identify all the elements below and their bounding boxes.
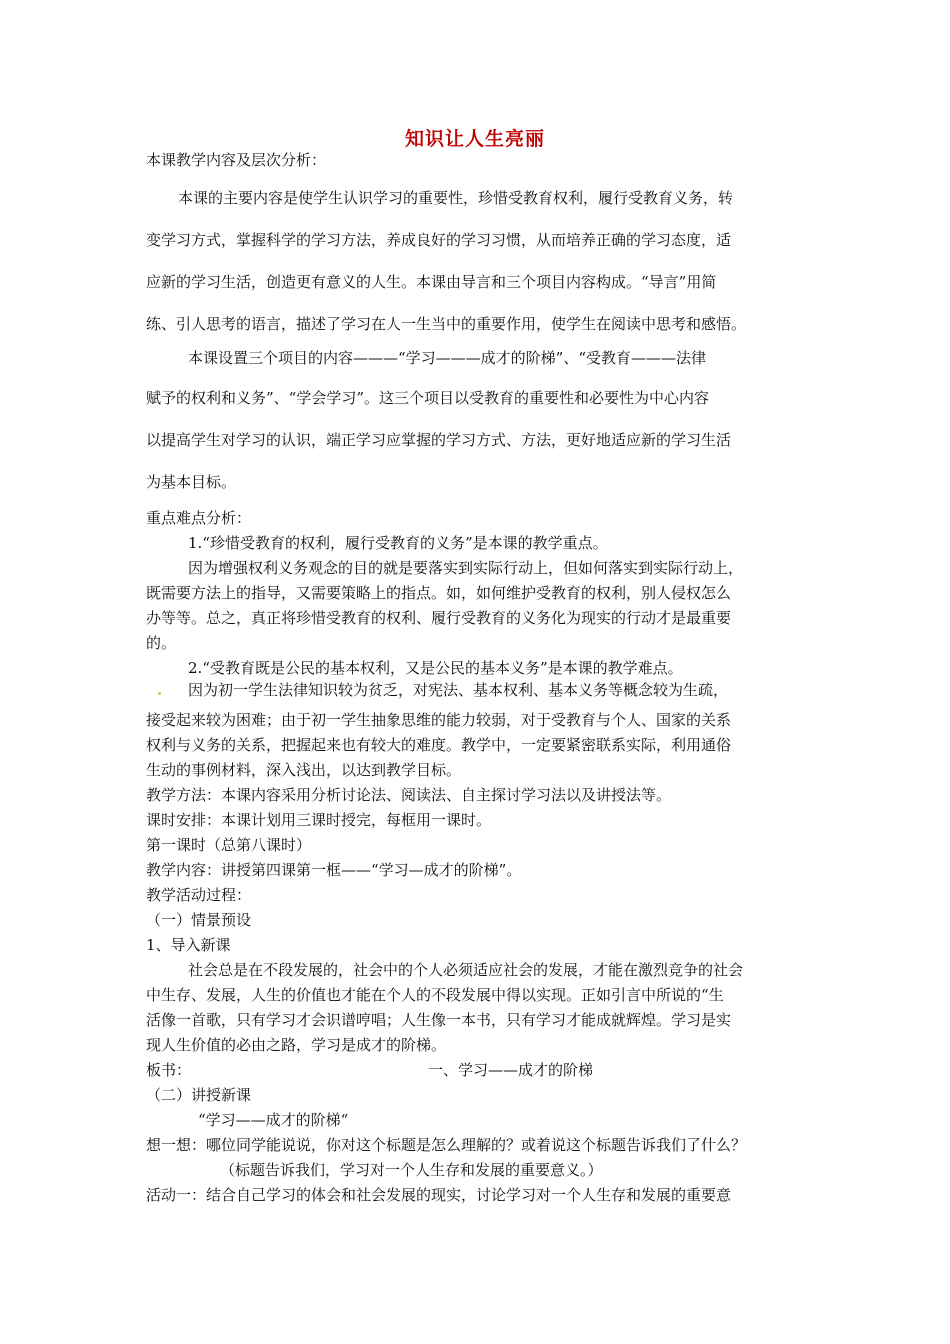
paragraph-line: 中生存、发展，人生的价值也才能在个人的不段发展中得以实现。正如引言中所说的“生 <box>146 986 724 1004</box>
key-point: 1.“珍惜受教育的权利，履行受教育的义务”是本课的教学重点。 <box>188 534 608 552</box>
paragraph-line: 赋予的权利和义务”、“学会学习”。这三个项目以受教育的重要性和必要性为中心内容 <box>146 389 710 407</box>
board-text: 一、学习——成才的阶梯 <box>428 1061 594 1079</box>
section-heading: 重点难点分析： <box>146 509 252 527</box>
step-subheading: 1、导入新课 <box>146 936 231 954</box>
paragraph-line: 因为初一学生法律知识较为贫乏，对宪法、基本权利、基本义务等概念较为生疏， <box>188 681 729 699</box>
paragraph-line: 社会总是在不段发展的，社会中的个人必须适应社会的发展，才能在激烈竞争的社会 <box>188 961 744 979</box>
paragraph-line: 活像一首歌，只有学习才会识谱哼唱；人生像一本书，只有学习才能成就辉煌。学习是实 <box>146 1011 732 1029</box>
paragraph-line: 应新的学习生活，创造更有意义的人生。本课由导言和三个项目内容构成。“导言”用简 <box>146 273 717 291</box>
step-heading: （一）情景预设 <box>146 911 252 929</box>
board-label: 板书： <box>146 1061 192 1079</box>
paragraph-line: 以提高学生对学习的认识，端正学习应掌握的学习方式、方法，更好地适应新的学习生活 <box>146 431 732 449</box>
think-question: 想一想：哪位同学能说说，你对这个标题是怎么理解的？或着说这个标题告诉我们了什么？ <box>146 1136 747 1154</box>
subtitle-quote: “学习——成才的阶梯“ <box>198 1111 349 1129</box>
activity-line: 活动一：结合自己学习的体会和社会发展的现实，讨论学习对一个人生存和发展的重要意 <box>146 1186 732 1204</box>
paragraph-line: 的。 <box>146 634 177 652</box>
paragraph-line: 因为增强权利义务观念的目的就是要落实到实际行动上，但如何落实到实际行动上， <box>188 559 744 577</box>
paragraph-line: 变学习方式，掌握科学的学习方法，养成良好的学习习惯，从而培养正确的学习态度，适 <box>146 231 732 249</box>
method-line: 教学方法：本课内容采用分析讨论法、阅读法、自主探讨学习法以及讲授法等。 <box>146 786 672 804</box>
section-heading: 本课教学内容及层次分析： <box>146 151 327 169</box>
paragraph-line: 生动的事例材料，深入浅出，以达到教学目标。 <box>146 761 462 779</box>
paragraph-line: 权利与义务的关系，把握起来也有较大的难度。教学中，一定要紧密联系实际，利用通俗 <box>146 736 732 754</box>
paragraph-line: 本课设置三个项目的内容———“学习———成才的阶梯”、“受教育———法律 <box>188 349 707 367</box>
paragraph-line: 既需要方法上的指导，又需要策略上的指点。如，如何维护受教育的权利，别人侵权怎么 <box>146 584 732 602</box>
lesson-heading: 第一课时（总第八课时） <box>146 836 312 854</box>
process-heading: 教学活动过程： <box>146 886 252 904</box>
paragraph-line: 接受起来较为困难；由于初一学生抽象思维的能力较弱，对于受教育与个人、国家的关系 <box>146 711 732 729</box>
content-line: 教学内容：讲授第四课第一框——“学习—成才的阶梯”。 <box>146 861 522 879</box>
speck-mark <box>158 692 161 695</box>
paragraph-line: 现人生价值的必由之路，学习是成才的阶梯。 <box>146 1036 447 1054</box>
document-title: 知识让人生亮丽 <box>404 128 545 150</box>
schedule-line: 课时安排：本课计划用三课时授完，每框用一课时。 <box>146 811 492 829</box>
think-answer: （标题告诉我们，学习对一个人生存和发展的重要意义。） <box>220 1161 603 1179</box>
paragraph-line: 办等等。总之，真正将珍惜受教育的权利、履行受教育的义务化为现实的行动才是最重要 <box>146 609 732 627</box>
paragraph-line: 为基本目标。 <box>146 473 237 491</box>
paragraph-line: 本课的主要内容是使学生认识学习的重要性，珍惜受教育权利，履行受教育义务，转 <box>178 189 734 207</box>
key-point: 2.“受教育既是公民的基本权利，又是公民的基本义务”是本课的教学难点。 <box>188 659 683 677</box>
paragraph-line: 练、引人思考的语言，描述了学习在人一生当中的重要作用，使学生在阅读中思考和感悟。 <box>146 315 747 333</box>
step-heading: （二）讲授新课 <box>146 1086 252 1104</box>
